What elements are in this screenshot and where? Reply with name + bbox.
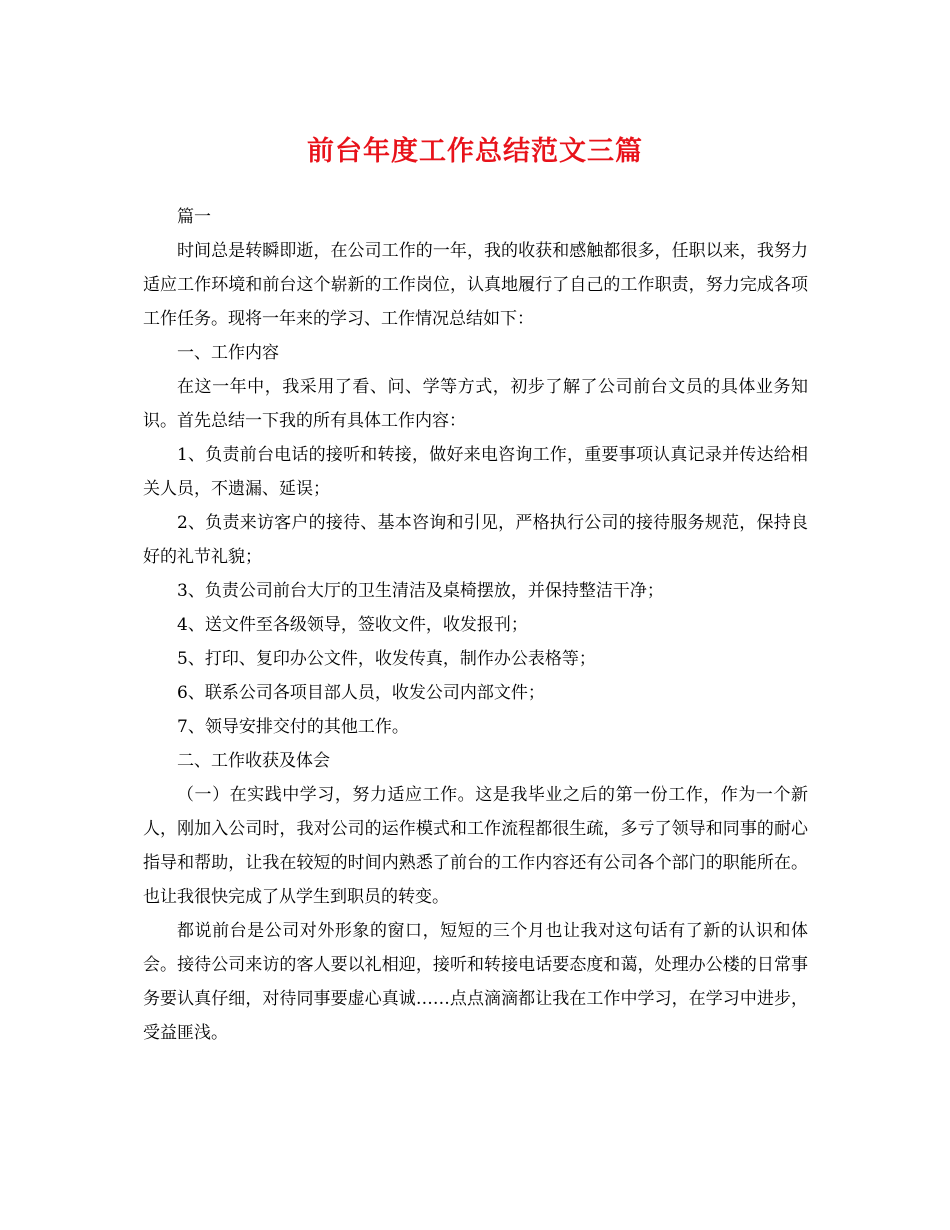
section-heading-work-content: 一、工作内容 bbox=[177, 343, 279, 363]
gains-paragraph-1: （一）在实践中学习，努力适应工作。这是我毕业之后的第一份工作，作为一个新人，刚加入公司时，我对公司的运作模式和工作流程都很生疏，多亏了领导和同事的耐心指导和帮助，让我在较短的时间内熟悉了前台的工作内容还有公司各个部门的职能所在。也让我很快完成了从学生到职员的转变。 bbox=[143, 785, 808, 907]
document-body bbox=[143, 200, 808, 1050]
list-item-5: 5、打印、复印办公文件，收发传真，制作办公表格等； bbox=[177, 649, 596, 669]
list-item-2: 2、负责来访客户的接待、基本咨询和引见，严格执行公司的接待服务规范，保持良好的礼节礼貌； bbox=[143, 513, 808, 567]
work-content-paragraph: 在这一年中，我采用了看、问、学等方式，初步了解了公司前台文员的具体业务知识。首先总结一下我的所有具体工作内容： bbox=[143, 377, 808, 431]
gains-paragraph-2: 都说前台是公司对外形象的窗口，短短的三个月也让我对这句话有了新的认识和体会。接待公司来访的客人要以礼相迎，接听和转接电话要态度和蔼，处理办公楼的日常事务要认真仔细，对待同事要虚心真诚……点点滴滴都让我在工作中学习，在学习中进步，受益匪浅。 bbox=[143, 921, 808, 1043]
document-title: 前台年度工作总结范文三篇 bbox=[307, 136, 643, 167]
section-heading-gains: 二、工作收获及体会 bbox=[177, 751, 330, 771]
list-item-6: 6、联系公司各项目部人员，收发公司内部文件； bbox=[177, 683, 545, 703]
list-item-3: 3、负责公司前台大厅的卫生清洁及桌椅摆放，并保持整洁干净； bbox=[177, 581, 664, 601]
list-item-1: 1、负责前台电话的接听和转接，做好来电咨询工作，重要事项认真记录并传达给相关人员，不遗漏、延误； bbox=[143, 445, 808, 499]
list-item-7: 7、领导安排交付的其他工作。 bbox=[177, 717, 409, 737]
intro-paragraph: 时间总是转瞬即逝，在公司工作的一年，我的收获和感触都很多，任职以来，我努力适应工作环境和前台这个崭新的工作岗位，认真地履行了自己的工作职责，努力完成各项工作任务。现将一年来的学习、工作情况总结如下： bbox=[143, 241, 808, 329]
list-item-4: 4、送文件至各级领导，签收文件，收发报刊； bbox=[177, 615, 528, 635]
section-heading-part-one: 篇一 bbox=[177, 207, 211, 227]
